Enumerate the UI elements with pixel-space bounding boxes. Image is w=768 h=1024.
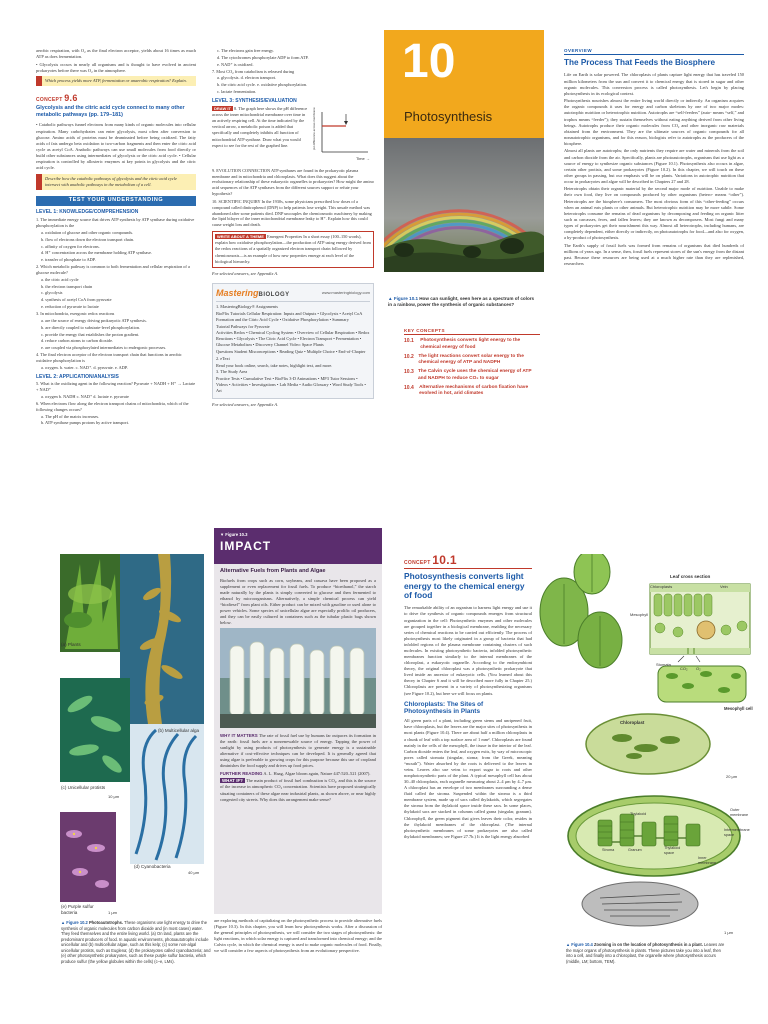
figure-caption-text: Leaves are the major organs of photosynthesis in plants. These pictures take you into a leaf, then into a cell, and finally into a chloroplast, the organelle where photosynthesis occurs (middle, LM; bottom, TEM).: [566, 942, 725, 964]
overview-paragraph: Life on Earth is solar powered. The chloroplasts of plants capture light energy that has traveled 150 million kilometers from the sun and convert it to chemical energy that is stored in sugar and other organic molecules. This conversion process is called photosynthesis. Let's begin by placing photosynthesis in its ecological context.: [564, 72, 744, 96]
diagram-label: CO₂: [680, 666, 688, 671]
impact-figure-number: ▼ Figure 10.3: [220, 532, 248, 537]
question-item: d. The cytochromes phosphorylate ADP to form ATP.: [217, 54, 309, 60]
concept-10-1-page: [384, 512, 768, 1024]
concept-tag: [36, 92, 196, 104]
key-concept-item[interactable]: [404, 385, 540, 398]
diagram-label: Inner membrane: [698, 856, 717, 866]
diagram-label: Chloroplast: [620, 720, 645, 725]
answers-note: For selected answers, see Appendix A.: [212, 271, 279, 277]
chloroplast-tem: [582, 882, 698, 926]
overview-paragraph: Photosynthesis nourishes almost the entire living world directly or indirectly. An organism acquires the organic compounds it uses for energy and carbon skeletons by one of two major modes: autotrophic nutrition or heterotrophic nutrition. Autotrophs are “self-feeders” (auto- means “self,” and trophos means “feeder”); they sustain themselves without eating anything derived from other living beings. Autotrophs produce their organic molecules from CO₂ and other inorganic raw materials obtained from the environment. They are the ultimate sources of organic compounds for all nonautotrophic organisms, and for this reason, biologists refer to autotrophs as the producers of the biosphere.: [564, 98, 744, 146]
diagram-label: Chloroplasts: [650, 584, 673, 589]
concept-summary: • Catabolic pathways funnel electrons from many kinds of organic molecules into cellular respiration. Many carbohydrates can enter glycolysis, most often after conversion to glucose. Amino acids of proteins must be deaminated before being oxidized. The fatty acids of fats undergo beta oxidation to two-carbon fragments and then enter the citric acid cycle as acetyl CoA. Anabolic pathways can use small molecules from food directly or build other substances using intermediates of glycolysis or the citric acid cycle. • Cellular respiration is controlled by allosteric enzymes at key points in glycolysis and the citric acid cycle.: [36, 122, 196, 171]
question-box: [36, 174, 196, 190]
question-item: c. lactate fermentation.: [217, 89, 257, 95]
mastering-item: Read your book online, search, take notes, highlight text, and more.: [216, 362, 333, 368]
cyanobacteria-photo: [130, 724, 204, 864]
question-item: d. H⁺ concentration across the membrane holding ATP synthase.: [41, 250, 152, 256]
intro-line: • Glycolysis occurs in nearly all organisms and is thought to have evolved in ancient prokaryotes before there was O₂ in the atmosphere.: [36, 61, 196, 73]
leaf-illustration: [540, 554, 622, 668]
figure-number: ▲ Figure 10.4: [566, 942, 593, 947]
question-box: [36, 76, 196, 86]
question-item: a. are the source of energy driving prokaryotic ATP synthesis.: [41, 317, 147, 323]
question-item: 5. What is the oxidizing agent in the following reaction? Pyruvate + NADH + H⁺ → Lactate + NAD⁺: [36, 381, 196, 393]
question-item: e. NAD⁺ is oxidized.: [217, 61, 254, 67]
purple-bacteria-photo: [60, 812, 116, 902]
figure-caption: [61, 920, 211, 964]
key-concepts: [404, 328, 540, 400]
overview-column: [564, 48, 744, 268]
scale-bar: 1 μm: [108, 910, 117, 915]
question-item: a. oxygen. b. water. c. NAD⁺. d. pyruvate. e. ADP.: [41, 364, 128, 370]
scale-bar: 40 μm: [188, 870, 200, 875]
question-item: 2. Which metabolic pathway is common to both fermentation and cellular respiration of a glucose molecule?: [36, 264, 190, 275]
question-item: c. affinity of oxygen for electrons.: [41, 243, 100, 249]
further-reading: FURTHER READING A. L. Haag, Algae bloom again, Nature 447:520–521 (2007).: [220, 770, 371, 776]
question-item: a. The pH of the matrix increases.: [41, 413, 100, 419]
question-item: b. ATP synthase pumps protons by active transport.: [41, 420, 130, 426]
mastering-item: 3. The Study Area: [216, 369, 248, 375]
concept-title: Glycolysis and the citric acid cycle connect to many other metabolic pathways (pp. 179–181): [36, 104, 185, 119]
figure-caption-bold: Zooming in on the location of photosynthesis in a plant.: [593, 942, 703, 947]
question-item: c. provide the energy that establishes the proton gradient.: [41, 331, 140, 337]
panel-label: (b) Multicellular alga: [158, 728, 200, 733]
chapter-title: Photosynthesis: [404, 109, 493, 124]
test-your-understanding-bar: TEST YOUR UNDERSTANDING: [36, 196, 196, 206]
question-list: [36, 381, 196, 426]
intro-line: aerobic respiration, with O₂ as the final electron acceptor, yields about 16 times as much ATP as does fermentation.: [36, 48, 196, 60]
question-text: Emergent Properties In a short essay (100–150 words), explain how oxidative phosphorylation—the production of ATP using energy derived from the redox reactions of a spatially organized electron transport chain followed by chemiosmosis—is an example of how new properties emerge at each level of the biological hierarchy.: [215, 234, 371, 264]
impact-subtitle: Alternative Fuels from Plants and Algae: [220, 568, 326, 574]
figure-caption: [566, 942, 726, 964]
question-item: e. transfer of phosphate to ADP.: [41, 257, 96, 263]
question-text: 10. SCIENTIFIC INQUIRY In the 1930s, some physicians prescribed low doses of a compound called dinitrophenol (DNP) to help patients lose weight. This unsafe method was abandoned after some patients died. DNP uncouples the chemiosmotic machinery by making the lipid bilayer of the inner mitochondrial membrane leaky to H⁺. Explain how this could cause weight loss and death.: [212, 198, 372, 228]
chapter-number: 10: [402, 35, 456, 88]
chloroplast-diagram: [538, 554, 760, 934]
panel-label: (d) Cyanobacteria: [134, 864, 171, 869]
impact-box: [214, 528, 382, 914]
scale-bar: 10 μm: [108, 794, 120, 799]
question-text: 9. EVOLUTION CONNECTION ATP synthases are found in the prokaryotic plasma membrane and in mitochondria and chloroplasts. What does this suggest about the evolutionary relationship of these eukaryotic organelles to prokaryotes? How might the amino acid sequences of the ATP synthases from the different sources support or refute your hypothesis?: [212, 167, 374, 197]
key-concept-number: 10.4: [404, 384, 414, 391]
leaf-cross-section-illustration: [650, 584, 750, 662]
diagram-label: Stroma: [602, 848, 615, 852]
question-item: a. the citric acid cycle: [41, 276, 79, 282]
write-about-theme-box: [212, 231, 374, 268]
question-item: d. synthesis of acetyl CoA from pyruvate: [41, 297, 112, 303]
why-it-matters: WHY IT MATTERS The rate of fossil fuel use by humans far outpaces its formation in the earth: fossil fuels are a nonrenewable source of energy. Tapping the power of sunlight by using products of photosynthesis to generate energy is a sustainable alternative if cost-effective techniques can be developed. It is generally agreed that using algae is preferable to growing crops for this purpose because this use of cropland diminishes the food supply and drives up food prices.: [220, 732, 376, 769]
impact-body: Biofuels from crops such as corn, soybeans, and cassava have been proposed as a supplement or even replacement for fossil fuels. To produce “bioethanol,” the starch made naturally by the plants is simply converted to glucose and then fermented to ethanol by microorganisms. Alternatively, a simple chemical process can yield “biodiesel” from plant oils. Either product can be mixed with gasoline or used alone to power vehicles. Some species of unicellular algae are especially prolific oil producers, and they can be easily cultured in containers such as the tubular plastic bags shown below.: [220, 577, 376, 626]
key-concept-item[interactable]: [404, 338, 540, 351]
diagram-label: Leaf cross section: [670, 574, 711, 579]
diagram-label: Thylakoid: [630, 812, 647, 816]
concept-label: CONCEPT: [404, 560, 431, 566]
question-item: 6. When electrons flow along the electron transport chains of mitochondria, which of the following changes occurs?: [36, 400, 189, 412]
overview-text: [564, 72, 744, 266]
mastering-list: [216, 304, 370, 394]
figure-caption-bold: Photoautotrophs.: [88, 920, 124, 925]
impact-title: IMPACT: [220, 538, 272, 553]
concept-number: 10.1: [432, 553, 457, 567]
mastering-url[interactable]: www.masteringbiology.com: [321, 290, 370, 296]
diagram-label: Mesophyll: [630, 612, 649, 617]
what-if: WHAT IF? The main product of fossil fuel combustion is CO₂, and this is the source of the increase in atmospheric CO₂ concentration. Scientists have proposed strategically situating containers of these algae near industrial plants, as shown above, or near highly congested city streets. Why does this arrangement make sense?: [220, 778, 376, 802]
chapter9-review-page: [28, 0, 378, 512]
mastering-item: Questions Student Misconceptions • Reading Quiz • Multiple Choice • End-of-Chapter: [216, 348, 366, 354]
diagram-label: O₂: [696, 666, 701, 671]
figure-caption-text: How can sunlight, seen here as a spectrum of colors in a rainbow, power the synthesis of organic substances?: [388, 296, 535, 308]
scale-bar: 1 μm: [724, 930, 733, 935]
question-item: 3. In mitochondria, exergonic redox reactions: [36, 310, 115, 316]
graph-y-label: pH difference across membrane: [312, 107, 316, 150]
mastering-item: Tutorial Pathways for Pyruvate: [216, 323, 270, 329]
overview-paragraph: The Earth's supply of fossil fuels was formed from remains of organisms that died hundreds of millions of years ago. In a sense, then, fossil fuels represent stores of the sun's energy from the distant past. Because these resources are being used at a much higher rate than they are replenished, researchers: [564, 242, 744, 266]
panel-label: (a) Plants: [61, 642, 81, 647]
diagram-label: Mesophyll cell: [724, 706, 753, 711]
chapter10-opener-page: [384, 0, 768, 512]
key-concept-number: 10.2: [404, 353, 414, 360]
key-concepts-list: [404, 338, 540, 397]
draw-it-tag: DRAW IT: [214, 105, 231, 111]
question-item: e. are coupled via phosphorylated intermediates to endergonic processes.: [41, 345, 167, 351]
question-item: b. the electron transport chain: [41, 283, 93, 289]
chloroplast-micrograph: [586, 714, 710, 774]
impact-page: [28, 512, 384, 1024]
impact-header: [214, 528, 382, 564]
mesophyll-cell-illustration: [658, 666, 746, 702]
diagram-label: Outer membrane: [730, 808, 749, 818]
mastering-item: Activities Redox • Chemical Cycling System • Overview of Cellular Respiration • Redox Reactions • Glycolysis • The Citric Acid Cycle • Electron Transport • Fermentation • Glucose Metabolism • Discovery Channel Video: Space Plants: [216, 330, 370, 348]
photoautotrophs-figure: [60, 554, 204, 946]
overview-tag: OVERVIEW: [564, 48, 744, 55]
section-heading: Chloroplasts: The Sites of Photosynthesis in Plants: [404, 700, 484, 715]
review-column-1: [36, 48, 196, 427]
question-item: a. oxidation of glucose and other organic compounds.: [41, 229, 134, 235]
key-concept-number: 10.1: [404, 338, 414, 345]
question-text: 8. The graph here shows the pH difference across the inner mitochondrial membrane over time in an actively respiring cell. At the time indicated by the vertical arrow, a metabolic poison is added that specifically and completely inhibits all function of mitochondrial ATP synthase. Draw what you would expect to see for the rest of the graphed line.: [212, 105, 308, 148]
concept-tag: [404, 552, 532, 569]
key-concept-item[interactable]: [404, 354, 540, 367]
question-list: [212, 48, 374, 95]
mastering-item: Practice Tests • Cumulative Test • BioFlix 3-D Animations • MP3 Tutor Sessions • Videos • Activities • Investigations • Lab Media • Audio Glossary • Word Study Tools • Art: [216, 376, 366, 393]
question-item: a. oxygen b. NADH c. NAD⁺ d. lactate e. pyruvate: [41, 394, 129, 399]
question-item: e. reduction of pyruvate to lactate: [41, 304, 99, 310]
overview-title: The Process That Feeds the Biosphere: [564, 58, 716, 68]
body-text: are exploring methods of capitalizing on the photosynthetic process to provide alternative fuels (Figure 10.3). In this chapter, you will learn how photosynthesis works. After a discussion of the general principles of photosynthesis, we will consider the two stages of photosynthesis: the light reactions, in which solar energy is captured and transformed into chemical energy; and the Calvin cycle, in which the chemical energy is used to make organic molecules of food. Finally, we will consider a few aspects of photosynthesis from an evolutionary perspective.: [214, 918, 382, 954]
question-item: b. flow of electrons down the electron transport chain.: [41, 236, 135, 242]
question-item: 7. Most CO₂ from catabolism is released during: [212, 68, 295, 74]
chapter-panel: [384, 30, 544, 272]
body-text: The remarkable ability of an organism to harness light energy and use it to drive the synthesis of organic compounds emerges from structural organization in the cell: Photosynthetic enzymes and other molecules are grouped together in a biological membrane, enabling the necessary series of chemical reactions to be carried out efficiently. The process of photosynthesis most likely originated in a group of bacteria that had infolded regions of the plasma membrane containing clusters of such molecules. In existing photosynthetic bacteria, infolded photosynthetic membranes function similarly to the internal membranes of the chloroplast, a eukaryotic organelle. According to the endosymbiont theory, the original chloroplast was a photosynthetic prokaryote that lived inside an ancestor of eukaryotic cells. (You learned about this theory in Chapter 6 and it will be described more fully in Chapter 25.) Chloroplasts are present in a variety of photosynthesizing organisms (see Figure 10.2), but here we will focus on plants.: [404, 605, 532, 696]
diagram-label: Intermembrane space: [724, 828, 750, 838]
diagram-label: Granum: [628, 848, 642, 852]
draw-it-question: [212, 106, 374, 166]
body-text: All green parts of a plant, including green stems and unripened fruit, have chloroplasts, but the leaves are the major sites of photosynthesis in most plants (Figure 10.4). There are about half a million chloroplasts in a chunk of leaf with a top surface area of 1 mm². Chloroplasts are found mainly in the cells of the mesophyll, the tissue in the interior of the leaf. Carbon dioxide enters the leaf, and oxygen exits, by way of microscopic pores called stomata (singular, stoma; from the Greek, meaning “mouth”). Water absorbed by the roots is delivered to the leaves in veins. Leaves also use veins to export sugar to roots and other nonphotosynthetic parts of the plant. A typical mesophyll cell has about 30–40 chloroplasts, each organelle measuring about 2–4 μm by 4–7 μm. A chloroplast has an envelope of two membranes surrounding a dense fluid called the stroma. Suspended within the stroma is a third membrane system, made up of sacs called thylakoids, which segregates the stroma from the thylakoid space inside these sacs. In some places, thylakoid sacs are stacked in columns called grana (singular, granum). Chlorophyll, the green pigment that gives leaves their color, resides in the thylakoid membranes of the chloroplast. (The internal photosynthetic membranes of some prokaryotes are also called thylakoid membranes; see Figure 27.7b.) It is the light energy absorbed: [404, 718, 532, 839]
ph-graph: [312, 106, 372, 166]
question-item: c. The electrons gain free energy.: [217, 48, 274, 53]
key-concept-item[interactable]: [404, 369, 540, 382]
graph-x-label: Time →: [356, 155, 370, 161]
question-item: b. are directly coupled to substrate-level phosphorylation.: [41, 324, 141, 330]
mastering-biology-box: [212, 283, 374, 399]
review-column-2: [212, 48, 374, 409]
question-item: 4. The final electron acceptor of the electron transport chain that functions in aerobic oxidative phosphorylation is: [36, 352, 182, 363]
key-concept-text: The light reactions convert solar energy to the chemical energy of ATP and NADPH: [418, 353, 524, 366]
concept-column: [404, 552, 532, 841]
diagram-label: Stomata: [656, 662, 671, 667]
level-heading: LEVEL 1: KNOWLEDGE/COMPREHENSION: [36, 209, 139, 216]
scale-bar: 20 μm: [726, 774, 738, 779]
mastering-item: BioFlix Tutorials Cellular Respiration: Inputs and Outputs • Glycolysis • Acetyl CoA Formation and the Citric Acid Cycle • Oxidative Phosphorylation • Summary: [216, 310, 363, 322]
question-text: Which process yields more ATP, fermentation or anaerobic respiration? Explain.: [45, 77, 187, 83]
panel-label: (e) Purple sulfur bacteria: [61, 904, 94, 916]
diagram-label: Thylakoid space: [664, 846, 681, 856]
figure-caption-text: These organisms use light energy to drive the synthesis of organic molecules from carbon dioxide and (in most cases) water. They feed themselves and the entire living world. (a) On land, plants are the predominant producers of food. In aquatic environments, photoautotrophs include unicellular and (b) multicellular algae, such as this kelp; (c) some non-algal unicellular protists, such as Euglena; (d) the prokaryotes called cyanobacteria; and (e) other photosynthetic prokaryotes, such as these purple sulfur bacteria, which produce sulfur (the yellow globules within the cells) (c–e, LMs).: [61, 920, 211, 964]
question-item: b. the citric acid cycle. e. oxidative phosphorylation.: [217, 82, 308, 88]
key-concept-text: Alternative mechanisms of carbon fixation have evolved in hot, arid climates: [419, 384, 529, 396]
figure-number: ▲ Figure 10.2: [61, 920, 88, 925]
figure-caption: [388, 296, 538, 308]
figure-number: ▲ Figure 10.1: [388, 296, 419, 301]
question-item: c. glycolysis: [41, 290, 63, 296]
diagram-label: Vein: [720, 584, 728, 589]
rainbow-photo: [384, 138, 544, 272]
overview-paragraph: Heterotrophs obtain their organic material by the second major mode of nutrition. Unable to make their own food, they live on compounds produced by other organisms (hetero- means “other”). Heterotrophs are the biosphere's consumers. The most obvious form of this “other-feeding” occurs when an animal eats plants or other animals. But heterotrophic nutrition may be more subtle. Some heterotrophs consume the remains of dead organisms by decomposing and feeding on organic litter such as carcasses, feces, and fallen leaves; they are known as decomposers. Most fungi and many types of prokaryotes get their nourishment this way. Almost all heterotrophs, including humans, are completely dependent, either directly or indirectly, on photoautotrophs for food—and also for oxygen, a by-product of photosynthesis.: [564, 186, 744, 241]
vein-shape: [697, 621, 715, 639]
level-heading: LEVEL 2: APPLICATION/ANALYSIS: [36, 373, 119, 380]
mastering-logo: MasteringBIOLOGY: [216, 287, 290, 298]
algae-bags-photo: [220, 628, 376, 728]
level-heading: LEVEL 3: SYNTHESIS/EVALUATION: [212, 97, 297, 104]
question-item: a. glycolysis. d. electron transport.: [217, 75, 277, 81]
concept-label: CONCEPT: [36, 96, 63, 103]
question-item: 1. The immediate energy source that drives ATP synthesis by ATP synthase during oxidative phosphorylation is the: [36, 217, 195, 228]
panel-label: (c) Unicellular protists: [61, 785, 106, 790]
key-concept-text: Photosynthesis converts light energy to the chemical energy of food: [420, 338, 521, 350]
mastering-item: 1. MasteringBiology® Assignments: [216, 304, 278, 310]
concept-title: Photosynthesis converts light energy to the chemical energy of food: [404, 571, 525, 600]
overview-paragraph: Almost all plants are autotrophs; the only nutrients they require are water and minerals from the soil and carbon dioxide from the air. Specifically, plants are photoautotrophs, organisms that use light as a source of energy to synthesize organic substances (Figure 10.1). Photosynthesis also occurs in algae, certain other protists, and some prokaryotes (Figure 10.2). In this chapter, we will touch on these other groups in passing, but our emphasis will be on plants. Variations in autotrophic nutrition that occur in prokaryotes and algae will be described in Chapters 27 and 28.: [564, 148, 744, 184]
answers-note: For selected answers, see Appendix A.: [212, 401, 279, 407]
question-list: [36, 217, 196, 370]
key-concept-text: The Calvin cycle uses the chemical energy of ATP and NADPH to reduce CO₂ to sugar: [417, 369, 532, 381]
key-concepts-heading: KEY CONCEPTS: [404, 328, 540, 335]
key-concept-number: 10.3: [404, 369, 414, 376]
mastering-item: 2. eText: [216, 355, 230, 361]
concept-number: 9.6: [64, 92, 78, 103]
question-item: d. reduce carbon atoms to carbon dioxide.: [41, 338, 114, 344]
question-text: Describe how the catabolic pathways of glycolysis and the citric acid cycle intersect with anabolic pathways in the metabolism of a cell.: [45, 176, 178, 188]
theme-tag: WRITE ABOUT A THEME: [217, 234, 264, 240]
